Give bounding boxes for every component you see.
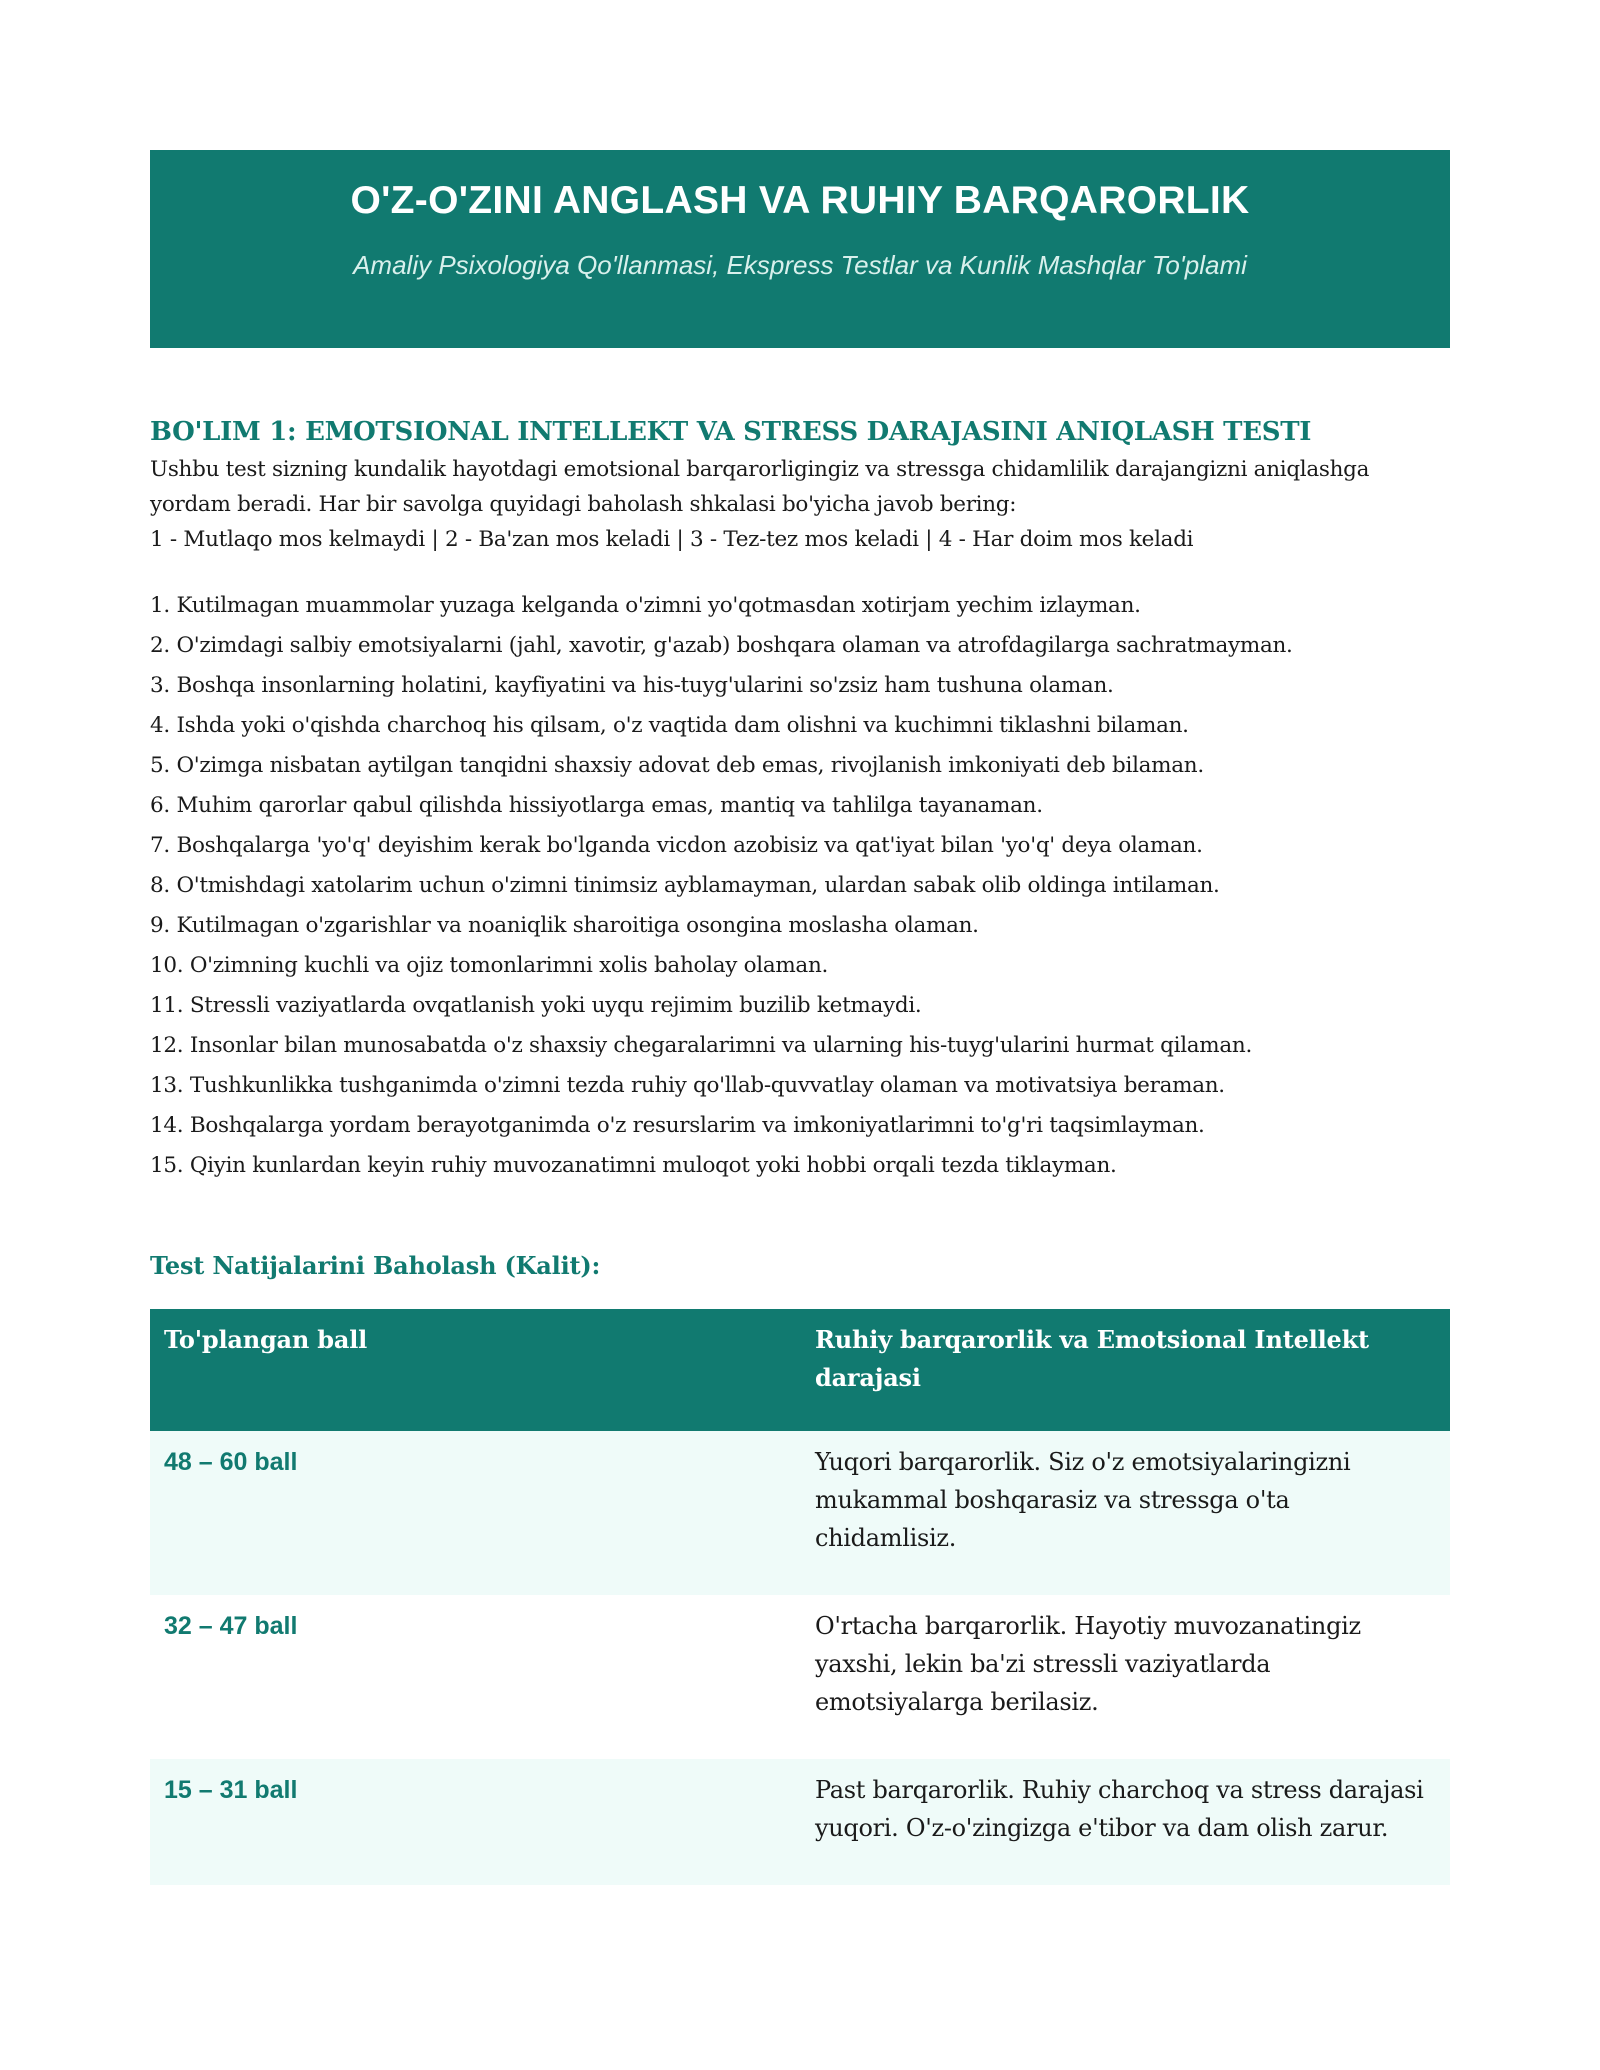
- header-banner: [150, 150, 1450, 348]
- score-range-cell: 15 – 31 ball: [150, 1759, 801, 1885]
- question-item: 12. Insonlar bilan munosabatda o'z shaxsiy chegaralarimni va ularning his-tuyg'ularini hurmat qilaman.: [150, 1032, 1252, 1058]
- section-1-intro: [150, 452, 1450, 557]
- table-row: [150, 1595, 1450, 1759]
- question-item: 13. Tushkunlikka tushganimda o'zimni tezda ruhiy qo'llab-quvvatlay olaman va motivatsiya beraman.: [150, 1072, 1225, 1098]
- rating-scale: 1 - Mutlaqo mos kelmaydi | 2 - Ba'zan mos keladi | 3 - Tez-tez mos keladi | 4 - Har doim mos keladi: [150, 526, 1194, 552]
- score-range-cell: 32 – 47 ball: [164, 1611, 298, 1640]
- column-header-score: To'plangan ball: [150, 1309, 801, 1431]
- section-1-heading: BO'LIM 1: EMOTSIONAL INTELLEKT VA STRESS DARAJASINI ANIQLASH TESTI: [150, 417, 1312, 447]
- score-range-cell: 48 – 60 ball: [150, 1431, 801, 1595]
- question-item: 4. Ishda yoki o'qishda charchoq his qilsam, o'z vaqtida dam olishni va kuchimni tiklashni bilaman.: [150, 712, 1189, 738]
- question-item: 10. O'zimning kuchli va ojiz tomonlarimni xolis baholay olaman.: [150, 952, 829, 978]
- intro-line-2: yordam beradi. Har bir savolga quyidagi baholash shkalasi bo'yicha javob bering:: [150, 491, 1017, 517]
- table-row: [150, 1431, 1450, 1595]
- question-item: 1. Kutilmagan muammolar yuzaga kelganda o'zimni yo'qotmasdan xotirjam yechim izlayman.: [150, 592, 1141, 618]
- intro-line-1: Ushbu test sizning kundalik hayotdagi emotsional barqarorligingiz va stressga chidamlilik darajangizni aniqlashga: [150, 456, 1370, 482]
- document-subtitle: Amaliy Psixologiya Qo'llanmasi, Ekspress Testlar va Kunlik Mashqlar To'plami: [353, 249, 1247, 280]
- question-item: 2. O'zimdagi salbiy emotsiyalarni (jahl, xavotir, g'azab) boshqara olaman va atrofdagilarga sachratmayman.: [150, 632, 1293, 658]
- column-header-level: Ruhiy barqarorlik va Emotsional Intellekt darajasi: [801, 1309, 1450, 1431]
- document-title: O'Z-O'ZINI ANGLASH VA RUHIY BARQARORLIK: [350, 179, 1250, 222]
- question-item: 14. Boshqalarga yordam berayotganimda o'z resurslarim va imkoniyatlarimni to'g'ri taqsimlayman.: [150, 1112, 1205, 1138]
- question-item: 11. Stressli vaziyatlarda ovqatlanish yoki uyqu rejimim buzilib ketmaydi.: [150, 992, 922, 1018]
- table-header-row: [150, 1309, 1450, 1431]
- question-item: 7. Boshqalarga 'yo'q' deyishim kerak bo'lganda vicdon azobisiz va qat'iyat bilan 'yo'q' deya olaman.: [150, 832, 1203, 858]
- results-key-heading: Test Natijalarini Baholash (Kalit):: [150, 1250, 601, 1280]
- question-item: 6. Muhim qarorlar qabul qilishda hissiyotlarga emas, mantiq va tahlilga tayanaman.: [150, 792, 1043, 818]
- level-description-cell: Yuqori barqarorlik. Siz o'z emotsiyalaringizni mukammal boshqarasiz va stressga o'ta chidamlisiz.: [801, 1431, 1450, 1595]
- question-item: 8. O'tmishdagi xatolarim uchun o'zimni tinimsiz ayblamayman, ulardan sabak olib oldinga intilaman.: [150, 872, 1220, 898]
- question-item: 9. Kutilmagan o'zgarishlar va noaniqlik sharoitiga osongina moslasha olaman.: [150, 912, 979, 938]
- question-item: 3. Boshqa insonlarning holatini, kayfiyatini va his-tuyg'ularini so'zsiz ham tushuna olaman.: [150, 672, 1114, 698]
- level-description-cell: Past barqarorlik. Ruhiy charchoq va stress darajasi yuqori. O'z-o'zingizga e'tibor va dam olish zarur.: [801, 1759, 1450, 1885]
- question-list: [150, 586, 1450, 1186]
- document-page: [150, 150, 1450, 1885]
- question-item: 5. O'zimga nisbatan aytilgan tanqidni shaxsiy adovat deb emas, rivojlanish imkoniyati deb bilaman.: [150, 752, 1204, 778]
- question-item: 15. Qiyin kunlardan keyin ruhiy muvozanatimni muloqot yoki hobbi orqali tezda tiklayman.: [150, 1152, 1117, 1178]
- results-table: [150, 1309, 1450, 1885]
- table-row: [150, 1759, 1450, 1885]
- level-description-cell: O'rtacha barqarorlik. Hayotiy muvozanatingiz yaxshi, lekin ba'zi stressli vaziyatlarda emotsiyalarga berilasiz.: [815, 1611, 1361, 1716]
